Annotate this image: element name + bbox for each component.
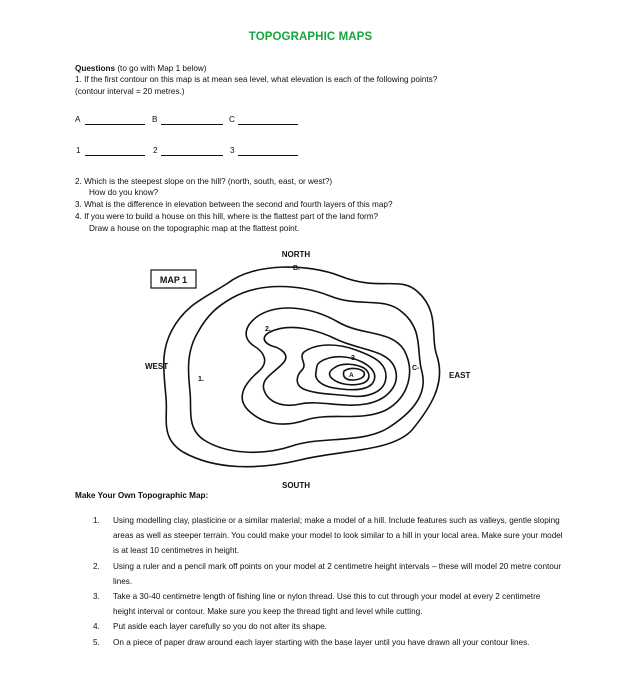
step-text: Take a 30-40 centimetre length of fishing line or nylon thread. Use this to cut through your model at every 2 centimetre height interval or contour. Make sure you keep the thread tight and level while cutting.	[113, 592, 541, 617]
instruction-list	[93, 513, 563, 650]
contour-line-2	[188, 287, 423, 453]
contour-line-1	[164, 267, 440, 467]
north-label: NORTH	[281, 250, 311, 259]
questions-heading-bold: Questions	[75, 64, 116, 73]
answer-label-3: 3	[230, 146, 235, 155]
south-label: SOUTH	[282, 481, 310, 490]
point-3-label: 3.	[351, 355, 357, 362]
east-label: EAST	[449, 371, 471, 380]
question-1-line-2: (contour interval = 20 metres.)	[75, 87, 185, 96]
contour-line-8	[343, 368, 364, 380]
answer-label-1: 1	[76, 146, 81, 155]
map-label: MAP 1	[159, 275, 188, 285]
step-number: 3.	[93, 592, 100, 602]
step-number: 2.	[93, 561, 100, 571]
step-number: 1.	[93, 516, 100, 525]
answer-label-2: 2	[153, 146, 158, 155]
instruction-step	[93, 635, 563, 650]
point-c-label: C-	[412, 365, 420, 372]
instruction-step	[93, 589, 563, 619]
instruction-step	[93, 559, 563, 589]
question-2-line-1: 2. Which is the steepest slope on the hill? (north, south, east, or west?)	[75, 177, 333, 186]
answer-label-b: B	[152, 115, 158, 124]
instruction-step	[93, 513, 563, 559]
question-3: 3. What is the difference in elevation between the second and fourth layers of this map?	[75, 200, 393, 209]
question-4-line-2: Draw a house on the topographic map at the flattest point.	[89, 224, 300, 233]
point-b-label: B.	[293, 265, 300, 272]
step-text: On a piece of paper draw around each layer starting with the base layer until you have drawn all your contour lines.	[113, 637, 530, 647]
step-number: 4.	[93, 622, 100, 632]
point-1-label: 1.	[198, 376, 204, 383]
step-text: Using modelling clay, plasticine or a similar material; make a model of a hill. Include features such as valleys, gentle sloping areas as well as steeper terrain. You could make your model to look similar to a hill in your local area. Make sure your model is at least 10 centimetres in height.	[113, 516, 563, 556]
answer-label-c: C	[229, 115, 235, 124]
west-label: WEST	[145, 362, 169, 371]
step-text: Using a ruler and a pencil mark off points on your model at 2 centimetre height intervals – these will model 20 metre contour lines.	[113, 561, 562, 586]
question-1-line-1: 1. If the first contour on this map is at mean sea level, what elevation is each of the following points?	[75, 75, 438, 84]
questions-heading-rest: (to go with Map 1 below)	[115, 64, 207, 73]
question-4-line-1: 4. If you were to build a house on this hill, where is the flattest part of the land form?	[75, 212, 379, 221]
step-number: 5.	[93, 637, 100, 647]
answer-label-a: A	[75, 115, 81, 124]
point-2-label: 2.	[265, 326, 271, 333]
point-a-label: A	[349, 372, 354, 379]
instruction-step	[93, 619, 563, 634]
page-title: TOPOGRAPHIC MAPS	[248, 31, 373, 43]
question-2-line-2: How do you know?	[89, 188, 159, 197]
step-text: Put aside each layer carefully so you do not alter its shape.	[113, 622, 327, 632]
make-your-own-heading: Make Your Own Topographic Map:	[75, 491, 209, 500]
